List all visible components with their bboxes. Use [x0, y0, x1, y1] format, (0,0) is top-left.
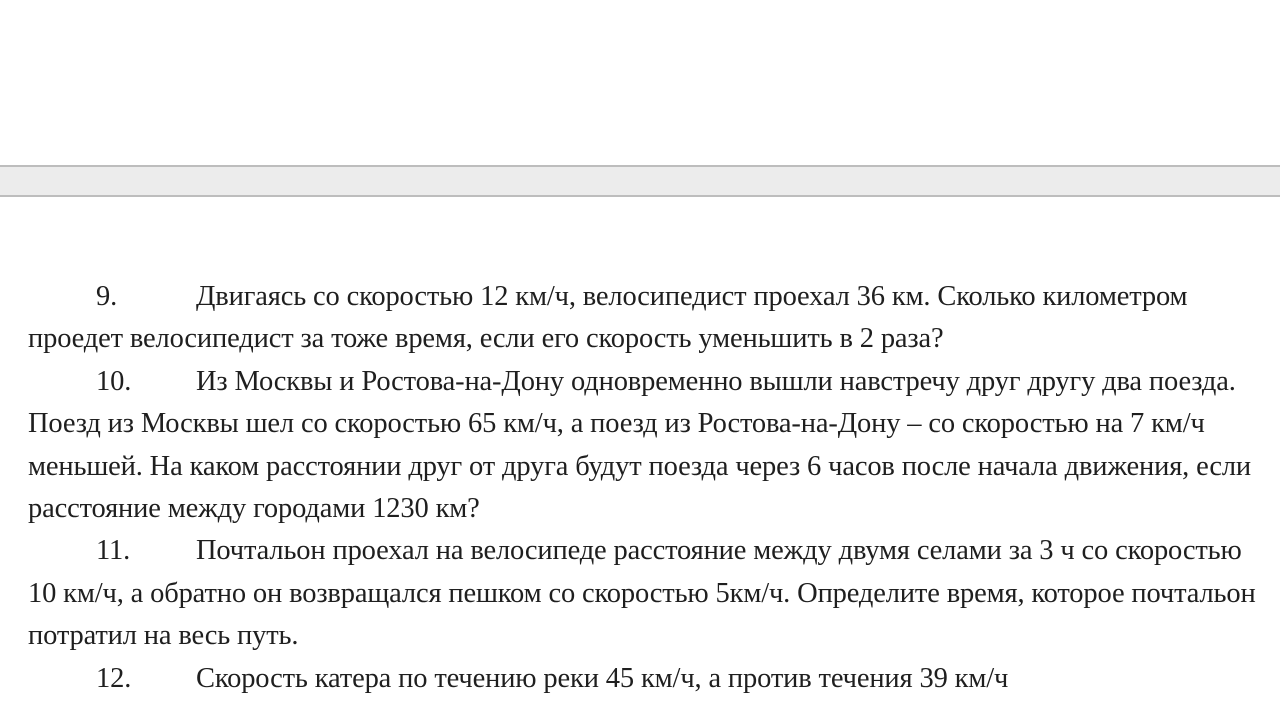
problem-text: Двигаясь со скоростью 12 км/ч, велосипедист проехал 36 км. Сколько километром проедет велосипедист за тоже время, если его скорость уменьшить в 2 раза? [28, 281, 1188, 355]
problem-number: 12. [96, 662, 132, 694]
problem-number: 10. [96, 365, 132, 397]
problem-9 [28, 276, 1268, 361]
problem-10 [28, 361, 1268, 531]
problem-11 [28, 530, 1268, 657]
problem-text: Скорость катера по течению реки 45 км/ч, а против течения 39 км/ч [196, 662, 1009, 694]
problem-text: Почтальон проехал на велосипеде расстояние между двумя селами за 3 ч со скоростью 10 км/ч, а обратно он возвращался пешком со скоростью 5км/ч. Определите время, которое почтальон потратил на весь путь. [28, 535, 1256, 652]
document-body [28, 276, 1268, 700]
problem-number: 11. [96, 535, 131, 567]
problem-number: 9. [96, 281, 118, 312]
page-separator [0, 165, 1280, 197]
problem-text: Из Москвы и Ростова-на-Дону одновременно вышли навстречу друг другу два поезда. Поезд из Москвы шел со скоростью 65 км/ч, а поезд из Ростова-на-Дону – со скоростью на 7 км/ч меньшей. На каком расстоянии друг от друга будут поезда через 6 часов после начала движения, если расстояние между городами 1230 км? [28, 365, 1252, 525]
problem-12 [28, 658, 1268, 700]
